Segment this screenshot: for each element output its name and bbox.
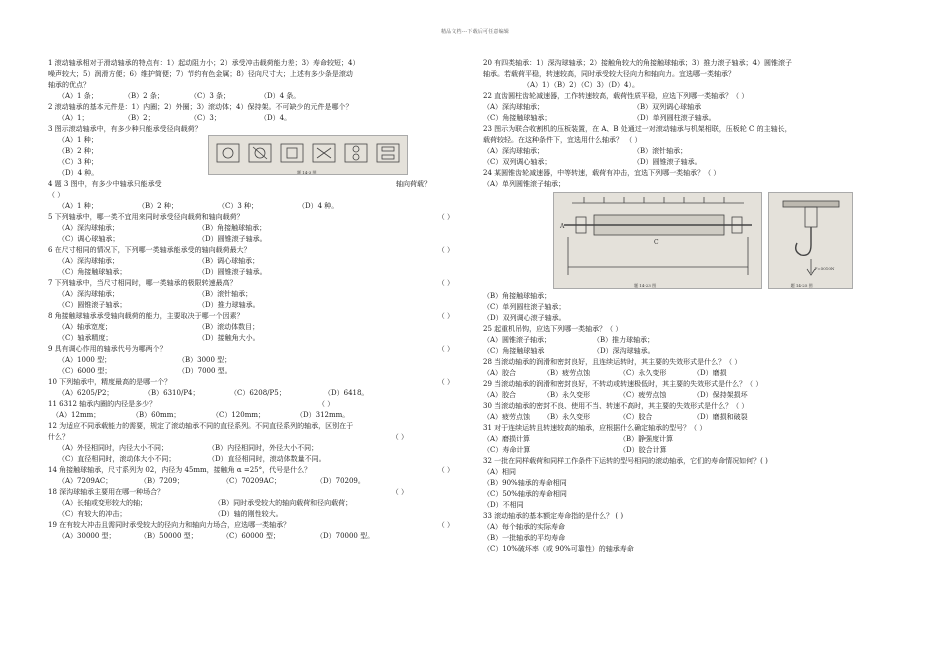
option-c: （C）6208/P5； <box>230 389 286 397</box>
option-a: （A）单列圆锥滚子轴承； <box>483 180 566 188</box>
option-b: （B）2 条； <box>124 92 164 100</box>
question-text: 2 滚动轴承的基本元件是：1）内圈；2）外圈；3）滚动体；4）保持架。不可缺少的元件是哪个？ <box>48 103 353 111</box>
option-a: （A）外径相同时，内径大小不同； <box>58 444 169 452</box>
question-1 <box>48 58 468 102</box>
question-11 <box>48 399 468 421</box>
option-c: （C）有较大的冲击； <box>58 510 127 518</box>
option-b: （B）60mm； <box>132 411 181 419</box>
question-text: 3 图示滚动轴承中，有多少种只能承受径向载荷？ <box>48 125 202 133</box>
question-text: 24 某圆锥齿轮减速器，中等转速，载荷有冲击，宜选下列哪一类轴承？（ ） <box>483 169 721 177</box>
option-a: （A）1 种； <box>58 136 98 144</box>
bearing-types-figure <box>208 135 408 175</box>
option-c: （C）寿命计算 <box>483 446 531 454</box>
option-c: （C）双列调心轴承； <box>483 158 552 166</box>
crane-hook-drawing <box>769 193 853 288</box>
option-c: （C）6000 型； <box>58 367 112 375</box>
option-a: （A）深沟球轴承； <box>483 147 545 155</box>
question-text: 6 在尺寸相同的情况下，下列哪一类轴承能承受的轴向载荷最大？ <box>48 246 251 254</box>
question-text: 28 当滚动轴承的润滑和密封良好，且连续运转时，其主要的失效形式是什么？（ ） <box>483 358 742 366</box>
option-c: （C）60000 型； <box>222 532 280 540</box>
option-d: （D）圆锥滚子轴承。 <box>198 235 267 243</box>
option-c: （C）胶合 <box>619 413 653 421</box>
question-text: 23 图示为联合收割机的压板装置，在 A、B 处通过一对滚动轴承与机架相联，压板轮 C 的主轴长， <box>483 125 792 133</box>
option-c: （C）调心球轴承； <box>58 235 120 243</box>
option-a: （A）7209AC； <box>58 477 113 485</box>
option-a: （A）胶合 <box>483 391 517 399</box>
question-7 <box>48 278 468 311</box>
question-22 <box>483 91 903 124</box>
answer-paren: （ ） <box>437 213 454 221</box>
option-a: （A）长轴或变形较大的轴； <box>58 499 148 507</box>
question-19 <box>48 520 468 542</box>
answer-paren: （ ） <box>437 378 454 386</box>
option-a: （A）圆锥滚子轴承； <box>483 336 552 344</box>
option-b: （B）调心球轴承； <box>198 257 260 265</box>
option-a: （A）深沟球轴承； <box>483 103 545 111</box>
question-text: 33 滚动轴承的基本额定寿命指的是什么？ ( ) <box>483 512 624 520</box>
option-d: （D）单列圆柱滚子轴承。 <box>633 114 716 122</box>
question-5 <box>48 212 468 245</box>
option-d: （D）接触角大小。 <box>198 334 260 342</box>
question-4-text-start: 4 题 3 图中，有多少中轴承只能承受 <box>48 180 162 188</box>
question-text: 5 下列轴承中，哪一类不宜用来同时承受径向载荷和轴向载荷？ <box>48 213 244 221</box>
option-b: （B）2； <box>124 114 155 122</box>
option-c: （C）永久变形 <box>619 369 667 377</box>
question-25 <box>483 324 903 357</box>
question-text: 8 角接触球轴承承受轴向载荷的能力，主要取决于哪一个因素？ <box>48 312 244 320</box>
question-text: 轴承。若载荷平稳，转速较高，同时承受较大径向力和轴向力。宜选哪一类轴承？ <box>483 70 735 78</box>
option-c: （C）疲劳点蚀 <box>619 391 667 399</box>
option-d: （D）胶合计算 <box>619 446 667 454</box>
harvester-press-figure <box>553 192 762 289</box>
question-text: 29 当滚动轴承的润滑和密封良好，不转动或转速极低时，其主要的失效形式是什么？（ ） <box>483 380 763 388</box>
option-d: （D）312mm。 <box>296 411 350 419</box>
answer-paren: （ ） <box>391 488 408 496</box>
option-c: （C）120mm； <box>212 411 265 419</box>
answer-paren: （ ） <box>437 246 454 254</box>
question-8 <box>48 311 468 344</box>
question-24 <box>483 168 903 324</box>
question-text: 20 有四类轴承：1）深沟球轴承；2）接触角较大的角接触球轴承；3）推力滚子轴承；4）圆锥滚子 <box>483 59 792 67</box>
option-b: （B）永久变形 <box>543 391 591 399</box>
answer-paren: （ ） <box>437 279 454 287</box>
question-9 <box>48 344 468 377</box>
question-20 <box>483 58 903 91</box>
option-d: （D）深沟球轴承。 <box>593 347 655 355</box>
question-text: 11 6312 轴承内圈的内径是多少？ <box>48 400 157 408</box>
option-d: （D）圆锥滚子轴承。 <box>198 268 267 276</box>
option-b: （B）2 种； <box>58 147 98 155</box>
question-text: 轴承的优点？ <box>48 81 90 89</box>
option-b: （B）角接触球轴承； <box>198 224 267 232</box>
option-b: （B）滚针轴承； <box>198 290 253 298</box>
option-d: （D）70209。 <box>316 477 365 485</box>
option-a: （A）磨损计算 <box>483 435 531 443</box>
option-a: （A）12mm； <box>52 411 101 419</box>
option-a: （A）30000 型； <box>58 532 116 540</box>
option-a: （A）深沟球轴承； <box>58 224 120 232</box>
question-text: 19 在有较大冲击且需同时承受较大的径向力和轴向力场合，应选哪一类轴承？ <box>48 521 291 529</box>
figure-block <box>553 192 853 287</box>
options-inline: （A）1）（B）2）（C）3）（D）4）。 <box>523 81 639 89</box>
question-12 <box>48 421 468 465</box>
option-b: （B）3000 型； <box>178 356 232 364</box>
option-d: （D）直径相同时，滚动体数量不同。 <box>208 455 326 463</box>
question-text: 30 当滚动轴承的密封不良、使用不当、转速不高时，其主要的失效形式是什么？（ ） <box>483 402 749 410</box>
option-c: （C）3 种； <box>218 202 259 210</box>
left-column <box>48 58 468 542</box>
option-d: （D）轴的刚性较大。 <box>214 510 283 518</box>
question-32 <box>483 456 903 511</box>
option-a: （A）疲劳点蚀 <box>483 413 531 421</box>
question-text: 载荷较轻。在这种条件下，宜选用什么轴承？ （ ） <box>483 136 642 144</box>
option-d: （D）推力球轴承。 <box>198 301 260 309</box>
question-14 <box>48 465 468 487</box>
question-3 <box>48 124 468 190</box>
option-a: （A）6205/P2； <box>58 389 114 397</box>
option-a: （A）深沟球轴承； <box>58 290 120 298</box>
question-text: 7 下列轴承中，当尺寸相同时，哪一类轴承的极限转速最高？ <box>48 279 237 287</box>
question-text: 22 直齿圆柱齿轮减速器，工作转速较高，载荷性质平稳，应选下列哪一类轴承？（ ） <box>483 92 749 100</box>
option-b: （B）同时承受较大的轴向载荷和径向载荷； <box>214 499 353 507</box>
answer-paren: （ ） <box>437 521 454 529</box>
option-b: （B）角接触球轴承； <box>483 292 552 300</box>
option-d: （D）双列调心滚子轴承。 <box>483 314 566 322</box>
answer-paren: （ ） <box>437 312 454 320</box>
answer-paren: （ ） <box>318 400 335 408</box>
option-c: （C）50%轴承的寿命相同 <box>483 490 567 498</box>
option-b: （B）推力球轴承； <box>593 336 655 344</box>
option-b: （B）滚动体数目； <box>198 323 260 331</box>
question-text: 14 角接触球轴承，尺寸系列为 02，内径为 45mm，接触角 α =25°，代号是什么？ <box>48 466 312 474</box>
question-text: 9 具有调心作用的轴承代号为哪两个？ <box>48 345 167 353</box>
option-c: （C）角接触球轴承； <box>58 268 127 276</box>
question-4-text-end: 轴向荷载？ <box>396 180 431 188</box>
question-text: 31 对于连续运转且转速较高的轴承，应根据什么确定轴承的型号？（ ） <box>483 424 707 432</box>
option-c: （C）轴承精度； <box>58 334 113 342</box>
option-a: （A）轴承宽度； <box>58 323 113 331</box>
option-c: （C）3 种； <box>58 158 99 166</box>
force-label: F=5010N <box>814 266 835 271</box>
option-d: （D）4 种。 <box>58 169 99 177</box>
option-a: （A）1； <box>58 114 89 122</box>
question-28 <box>483 357 903 379</box>
option-b: （B）6310/P4； <box>144 389 200 397</box>
option-c: （C）10%破坏率（或 90%可靠性）的轴承寿命 <box>483 545 634 553</box>
option-c: （C）直径相同时，滚动体大小不同； <box>58 455 176 463</box>
question-10 <box>48 377 468 399</box>
option-c: （C）70209AC； <box>222 477 282 485</box>
option-c: （C）3； <box>190 114 221 122</box>
option-b: （B）双列调心球轴承 <box>633 103 702 111</box>
option-a: （A）1000 型； <box>58 356 112 364</box>
question-33 <box>483 511 903 555</box>
question-2 <box>48 102 468 124</box>
option-d: （D）6418。 <box>324 389 369 397</box>
option-b: （B）7209； <box>140 477 184 485</box>
question-text: 1 滚动轴承相对于滑动轴承的特点有：1）起动阻力小；2）承受冲击载荷能力差；3）寿命较短；4） <box>48 59 360 67</box>
question-6 <box>48 245 468 278</box>
question-text: 噪声较大；5）润滑方便；6）维护简便；7）节约有色金属；8）径向尺寸大；上述有多少条是滚动 <box>48 70 353 78</box>
option-a: （A）1 种； <box>58 202 98 210</box>
option-a: （A）相同 <box>483 468 517 476</box>
label-a: A <box>560 223 565 230</box>
question-text: 32 一批在同样载荷和同样工作条件下运转的型号相同的滚动轴承，它们的寿命情况如何？( ) <box>483 457 768 465</box>
option-c: （C）角接触球轴承； <box>483 114 552 122</box>
question-text: 10 下列轴承中，精度最高的是哪一个？ <box>48 378 172 386</box>
option-d: （D）保持架损坏 <box>693 391 748 399</box>
question-30 <box>483 401 903 423</box>
option-a: （A）深沟球轴承； <box>58 257 120 265</box>
option-c: （C）角接触球轴承 <box>483 347 545 355</box>
question-31 <box>483 423 903 456</box>
question-text: 12 为适应不同承载能力的需要，规定了滚动轴承不同的直径系列。不同直径系列的轴承，区别在于 <box>48 422 354 430</box>
figure-caption: 题 14-25 图 <box>790 283 813 288</box>
answer-paren: （ ） <box>437 466 454 474</box>
option-a: （A）1 条； <box>58 92 98 100</box>
option-b: （B）疲劳点蚀 <box>543 369 591 377</box>
option-b: （B）滚针轴承； <box>633 147 688 155</box>
option-c: （C）圆锥滚子轴承； <box>58 301 127 309</box>
option-d: （D）4 条。 <box>260 92 301 100</box>
figure-caption: 题 14-3 图 <box>297 170 317 175</box>
option-b: （B）内径相同时，外径大小不同； <box>208 444 319 452</box>
answer-paren: （ ） <box>48 191 65 199</box>
option-d: （D）7000 型。 <box>178 367 232 375</box>
crane-hook-figure <box>768 192 853 289</box>
option-c: （C）单列圆柱滚子轴承； <box>483 303 566 311</box>
option-d: （D）磨损 <box>693 369 727 377</box>
option-d: （D）不相同 <box>483 501 524 509</box>
label-c: C <box>654 239 659 246</box>
option-b: （B）静强度计算 <box>619 435 674 443</box>
option-a: （A）每个轴承的实际寿命 <box>483 523 566 531</box>
question-text: 25 起重机吊钩，应选下列哪一类轴承？（ ） <box>483 325 623 333</box>
question-18 <box>48 487 468 520</box>
question-text: 什么？ <box>48 433 69 441</box>
right-column <box>483 58 903 555</box>
option-b: （B）永久变形 <box>543 413 591 421</box>
question-4 <box>48 190 468 212</box>
question-29 <box>483 379 903 401</box>
answer-paren: （ ） <box>391 433 408 441</box>
option-d: （D）70000 型。 <box>316 532 375 540</box>
option-d: （D）圆锥滚子轴承。 <box>633 158 702 166</box>
question-text: 18 深沟球轴承主要用在哪一种场合？ <box>48 488 165 496</box>
option-b: （B）50000 型； <box>140 532 198 540</box>
answer-paren: （ ） <box>437 345 454 353</box>
figure-caption: 题 14-23 图 <box>634 283 657 288</box>
option-a: （A）胶合 <box>483 369 517 377</box>
option-d: （D）磨损和破裂 <box>693 413 748 421</box>
option-b: （B）90%轴承的寿命相同 <box>483 479 567 487</box>
option-d: （D）4。 <box>260 114 292 122</box>
option-d: （D）4 种。 <box>298 202 339 210</box>
option-b: （B）一批轴承的平均寿命 <box>483 534 566 542</box>
page-header: 精品文档---下载后可任意编辑 <box>440 29 510 35</box>
option-b: （B）2 种； <box>138 202 178 210</box>
question-23 <box>483 124 903 168</box>
option-c: （C）3 条； <box>190 92 231 100</box>
